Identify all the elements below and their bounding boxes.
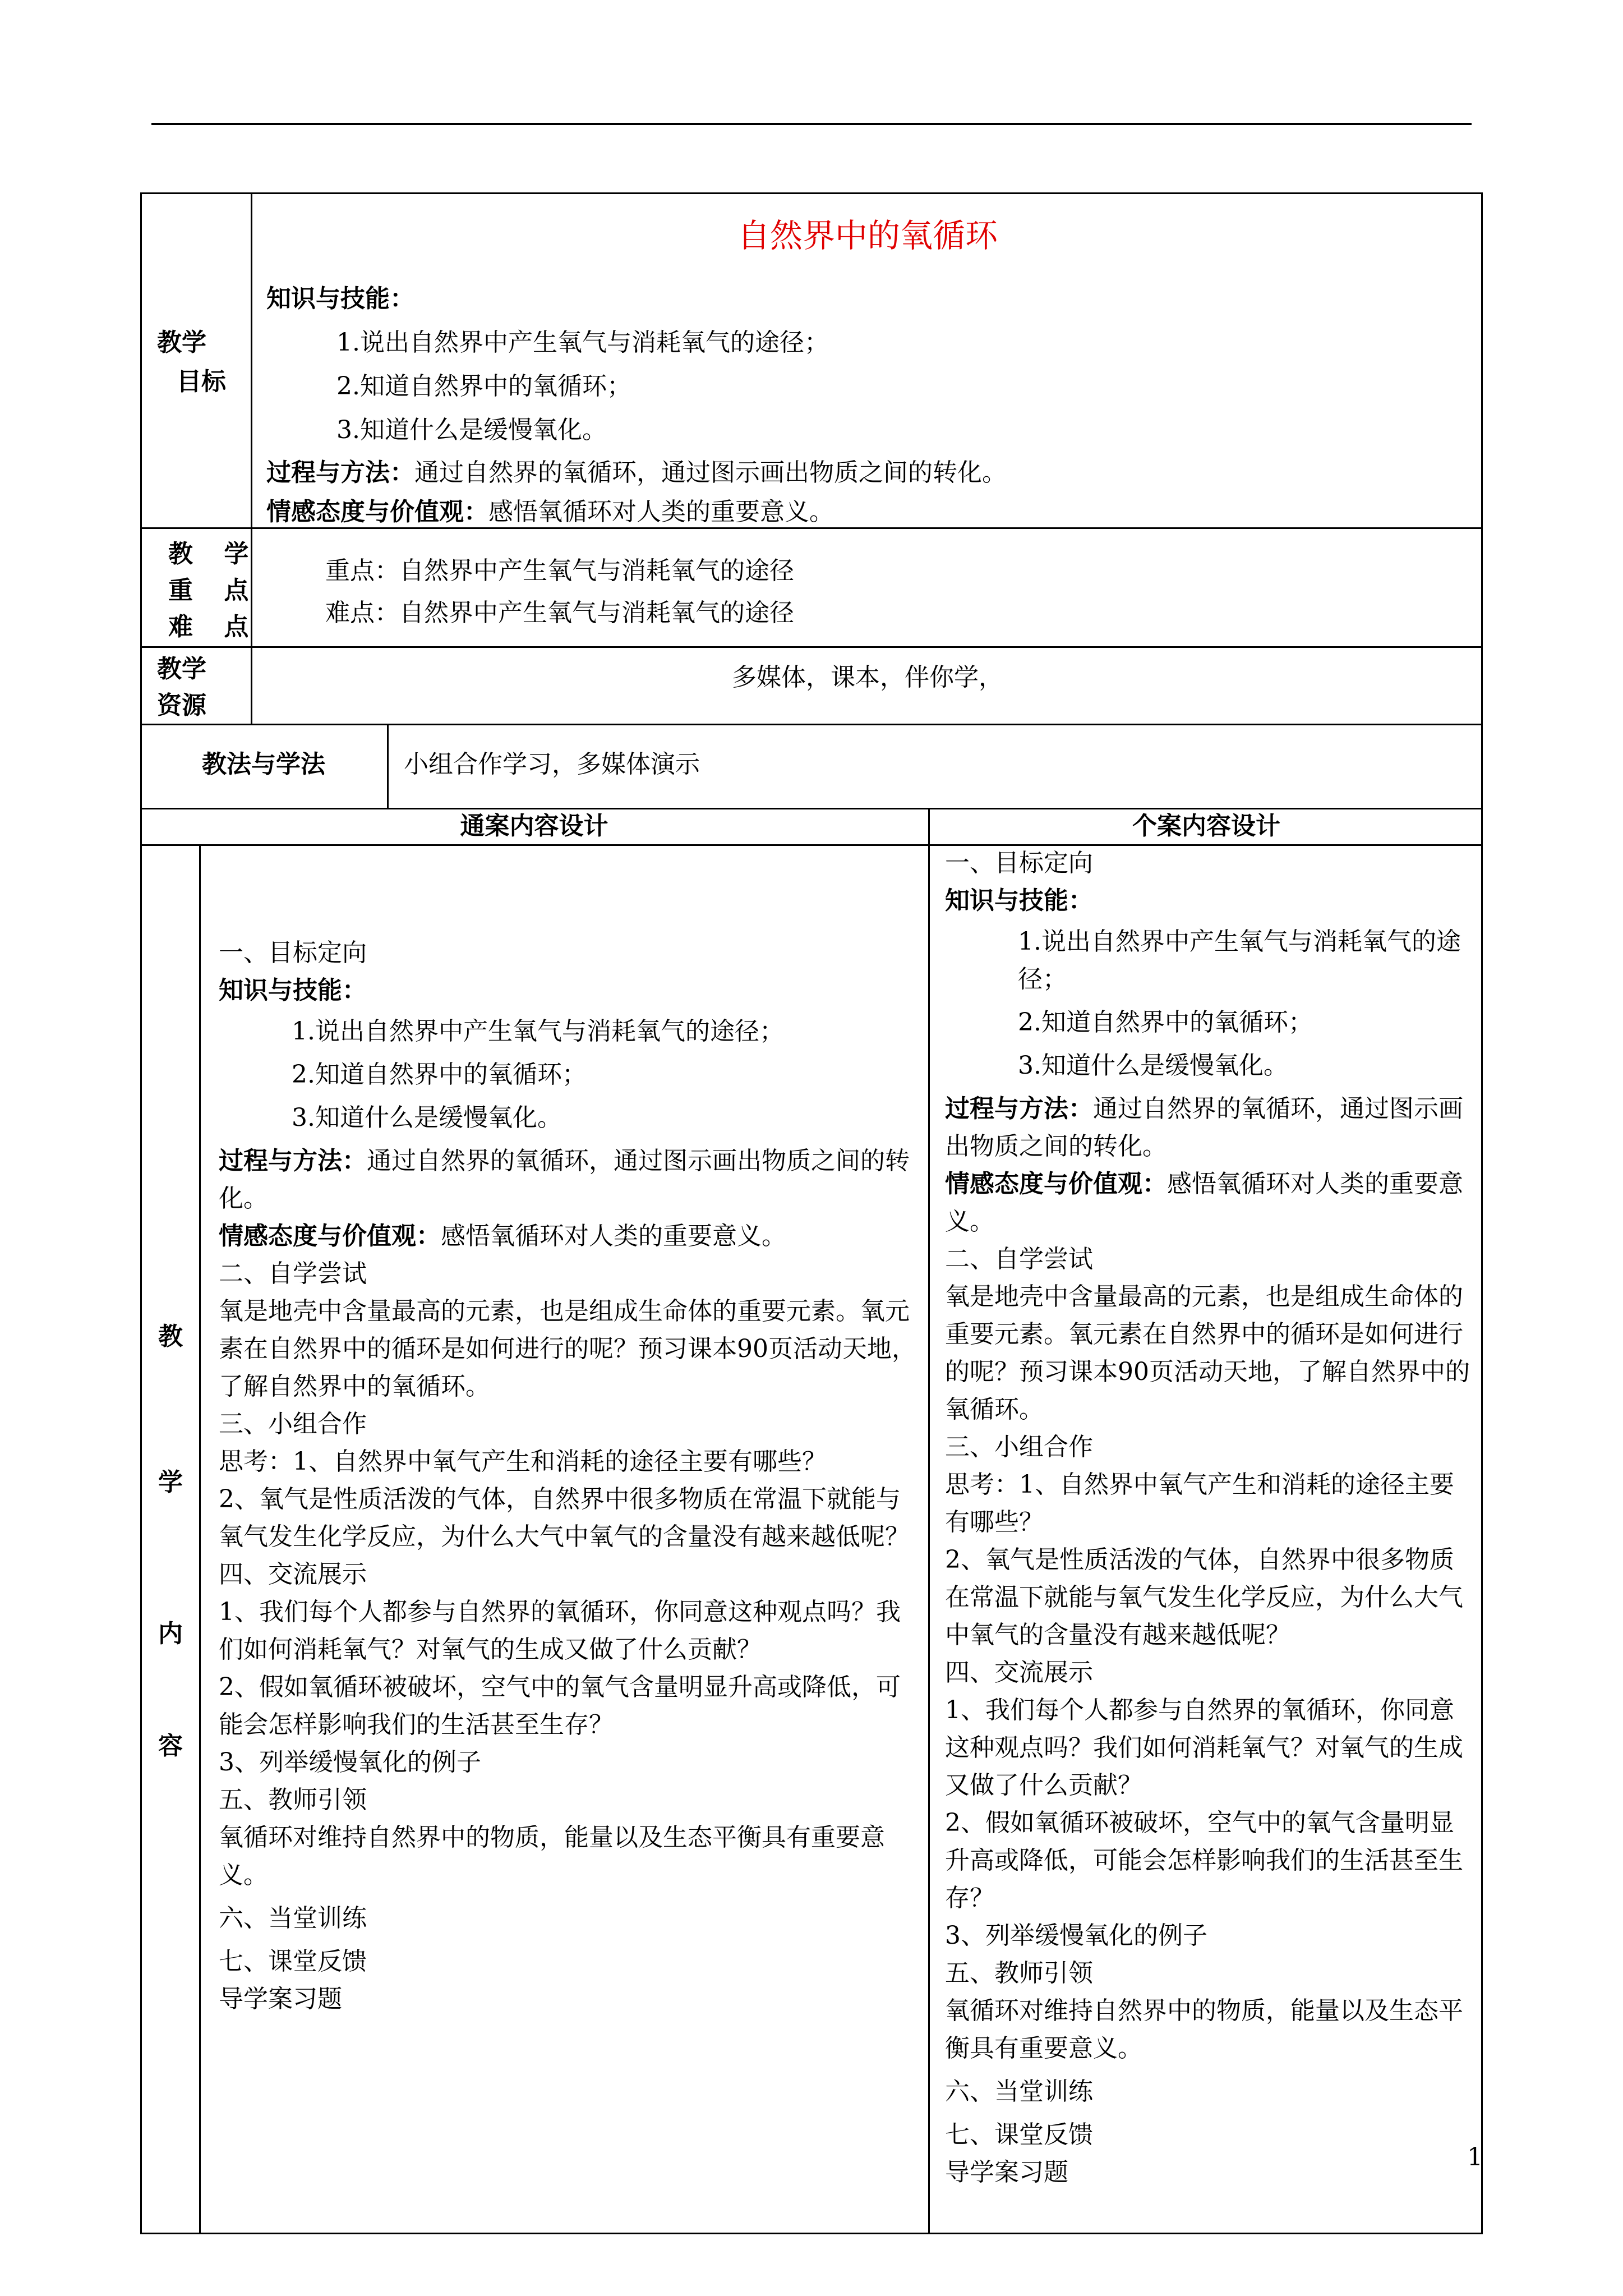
right-line: 3.知道什么是缓慢氧化。 [1018, 1051, 1288, 1080]
right-line: 一、目标定向 [945, 849, 1093, 877]
right-line: 2.知道自然界中的氧循环； [1018, 1008, 1313, 1037]
right-line: 知识与技能： [945, 886, 1093, 915]
content-label-char: 学 [158, 1468, 183, 1497]
objectives-label: 教学 [157, 328, 206, 357]
resources-label-2: 资源 [157, 691, 206, 720]
left-line: 六、当堂训练 [219, 1904, 367, 1932]
individual-header: 个案内容设计 [1132, 812, 1280, 840]
right-line: 3、列举缓慢氧化的例子 [945, 1921, 1207, 1950]
left-line: 二、自学尝试 [219, 1259, 367, 1288]
resources-text: 多媒体，课本，伴你学， [732, 663, 1003, 692]
keypoints-label-3: 难 点 [168, 613, 260, 641]
row-divider [140, 724, 1483, 725]
right-line: 氧是地壳中含量最高的元素，也是组成生命体的重要元素。氧元素在自然界中的循环是如何进行的呢？预习课本90页活动天地，了解自然界中的氧循环。 [945, 1282, 1470, 1424]
right-line: 六、当堂训练 [945, 2077, 1093, 2106]
content-label-char: 教 [158, 1322, 183, 1351]
right-line: 过程与方法： [945, 1094, 1093, 1123]
keypoints-label-2: 重 点 [168, 576, 260, 605]
right-line: 1、我们每个人都参与自然界的氧循环，你同意这种观点吗？我们如何消耗氧气？对氧气的生成又做了什么贡献？ [945, 1696, 1463, 1800]
left-line: 2.知道自然界中的氧循环； [292, 1060, 587, 1089]
left-line: 氧循环对维持自然界中的物质，能量以及生态平衡具有重要意义。 [219, 1823, 885, 1889]
keypoints-label-1: 教 学 [168, 540, 260, 568]
objective-item: 3.知道什么是缓慢氧化。 [336, 416, 607, 444]
right-line: 导学案习题 [945, 2158, 1068, 2187]
difficult-point: 难点：自然界中产生氧气与消耗氧气的途径 [325, 599, 794, 627]
right-line: 七、课堂反馈 [945, 2120, 1093, 2149]
left-line: 情感态度与价值观： [219, 1222, 441, 1250]
left-line: 过程与方法： [219, 1147, 367, 1175]
left-line: 知识与技能： [219, 976, 367, 1005]
left-line: 1、我们每个人都参与自然界的氧循环，你同意这种观点吗？我们如何消耗氧气？对氧气的生成又做了什么贡献？ [219, 1598, 901, 1664]
left-line: 思考：1、自然界中氧气产生和消耗的途径主要有哪些？ [219, 1447, 827, 1476]
left-line: 通过自然界的氧循环，通过图示画出物质之间的转化。 [219, 1147, 910, 1213]
col-divider [199, 844, 201, 2234]
left-line: 七、课堂反馈 [219, 1947, 367, 1976]
right-line: 氧循环对维持自然界中的物质，能量以及生态平衡具有重要意义。 [945, 1996, 1463, 2063]
right-line: 三、小组合作 [945, 1433, 1093, 1461]
important-point: 重点：自然界中产生氧气与消耗氧气的途径 [325, 556, 794, 585]
right-line: 1.说出自然界中产生氧气与消耗氧气的途径； [1018, 927, 1461, 993]
page-number: 1 [1467, 2143, 1483, 2171]
left-line: 一、目标定向 [219, 938, 367, 967]
left-line: 2、假如氧循环被破坏，空气中的氧气含量明显升高或降低，可能会怎样影响我们的生活甚至生存？ [219, 1673, 901, 1739]
content-label-char: 容 [158, 1732, 183, 1760]
left-line: 导学案习题 [219, 1985, 342, 2013]
common-header: 通案内容设计 [460, 812, 608, 840]
left-line: 3、列举缓慢氧化的例子 [219, 1748, 481, 1777]
knowledge-heading: 知识与技能： [266, 284, 414, 313]
left-line: 三、小组合作 [219, 1410, 367, 1438]
left-line: 1.说出自然界中产生氧气与消耗氧气的途径； [292, 1017, 784, 1046]
right-line: 情感态度与价值观： [945, 1170, 1167, 1198]
process-line: 过程与方法：通过自然界的氧循环，通过图示画出物质之间的转化。 [266, 458, 1007, 487]
right-line: 二、自学尝试 [945, 1245, 1093, 1273]
header-rule [151, 123, 1472, 125]
right-line: 2、假如氧循环被破坏，空气中的氧气含量明显升高或降低，可能会怎样影响我们的生活甚至生存？ [945, 1809, 1463, 1912]
right-line: 通过自然界的氧循环，通过图示画出物质之间的转化。 [945, 1094, 1463, 1161]
common-content [219, 934, 920, 2018]
objective-item: 1.说出自然界中产生氧气与消耗氧气的途径； [336, 328, 829, 357]
resources-label-1: 教学 [157, 655, 206, 683]
left-line: 氧是地壳中含量最高的元素，也是组成生命体的重要元素。氧元素在自然界中的循环是如何进行的呢？预习课本90页活动天地，了解自然界中的氧循环。 [219, 1297, 916, 1401]
right-line: 四、交流展示 [945, 1658, 1093, 1687]
methods-label: 教法与学法 [202, 750, 325, 779]
objective-item: 2.知道自然界中的氧循环； [336, 372, 631, 401]
right-line: 2、氧气是性质活泼的气体，自然界中很多物质在常温下就能与氧气发生化学反应，为什么大气中氧气的含量没有越来越低呢？ [945, 1545, 1463, 1649]
right-line: 感悟氧循环对人类的重要意义。 [945, 1170, 1463, 1236]
content-label-char: 内 [158, 1619, 183, 1648]
left-line: 3.知道什么是缓慢氧化。 [292, 1103, 562, 1132]
right-line: 思考：1、自然界中氧气产生和消耗的途径主要有哪些？ [945, 1470, 1454, 1536]
left-line: 五、教师引领 [219, 1786, 367, 1814]
left-line: 2、氧气是性质活泼的气体，自然界中很多物质在常温下就能与氧气发生化学反应，为什么大气中氧气的含量没有越来越低呢？ [219, 1485, 910, 1551]
col-divider [928, 808, 930, 2234]
individual-content [945, 844, 1475, 2191]
col-divider [387, 724, 389, 808]
left-line: 四、交流展示 [219, 1560, 367, 1589]
objectives-label-2: 目标 [177, 367, 226, 396]
emotion-line: 情感态度与价值观：感悟氧循环对人类的重要意义。 [266, 498, 834, 526]
right-line: 五、教师引领 [945, 1959, 1093, 1987]
row-divider [140, 646, 1483, 648]
left-line: 感悟氧循环对人类的重要意义。 [441, 1222, 786, 1250]
page-title: 自然界中的氧循环 [737, 217, 998, 255]
methods-text: 小组合作学习，多媒体演示 [404, 750, 700, 779]
